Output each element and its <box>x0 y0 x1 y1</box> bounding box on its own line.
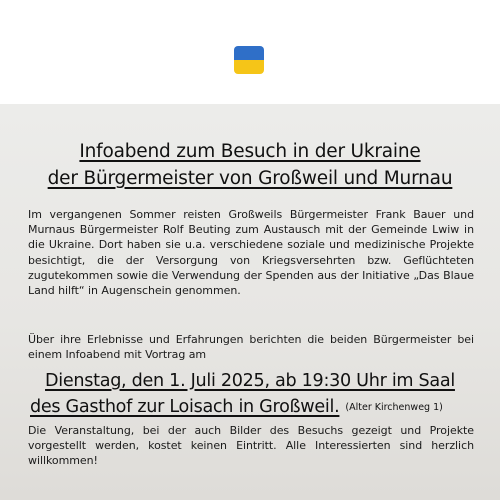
flag-yellow-stripe <box>234 60 264 74</box>
event-venue-line <box>30 397 443 417</box>
event-announcement-paragraph: Über ihre Erlebnisse und Erfahrungen berichten die beiden Bürgermeister bei einem Infoabend mit Vortrag am <box>28 333 474 362</box>
intro-paragraph: Im vergangenen Sommer reisten Großweils Bürgermeister Frank Bauer und Murnaus Bürgermeister Rolf Beuting zum Austausch mit der Gemeinde Lwiw in die Ukraine. Dort haben sie u.a. verschiedene soziale und medizinische Projekte besichtigt, die der Versorgung von Kriegsversehrten bzw. Geflüchteten zugutekommen sowie die Verwendung der Spenden aus der Initiative „Das Blaue Land hilft“ in Augenschein genommen. <box>28 208 474 298</box>
closing-paragraph: Die Veranstaltung, bei der auch Bilder des Besuchs gezeigt und Projekte vorgestellt werden, kostet keinen Eintritt. Alle Interessierten sind herzlich willkommen! <box>28 424 474 468</box>
venue-name: des Gasthof zur Loisach in Großweil. <box>30 397 340 417</box>
ukraine-flag-icon <box>234 46 264 74</box>
event-date-line: Dienstag, den 1. Juli 2025, ab 19:30 Uhr im Saal <box>45 371 455 391</box>
flag-blue-stripe <box>234 46 264 60</box>
title-line-2: der Bürgermeister von Großweil und Murnau <box>47 168 453 189</box>
venue-address: (Alter Kirchenweg 1) <box>345 402 443 413</box>
title-line-1: Infoabend zum Besuch in der Ukraine <box>79 141 421 162</box>
